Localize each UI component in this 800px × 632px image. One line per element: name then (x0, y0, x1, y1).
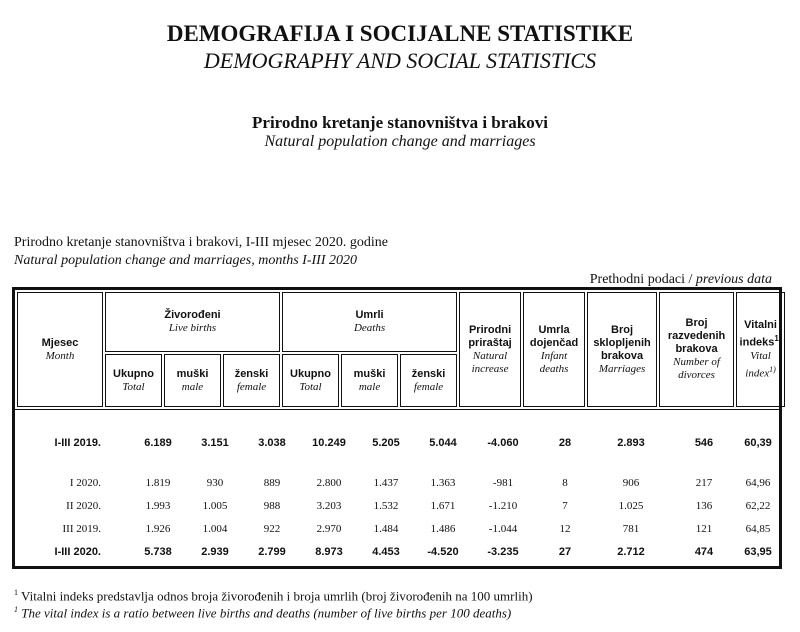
row-label: II 2020. (66, 500, 101, 512)
header-deaths-female: ženski female (400, 354, 457, 407)
table-row (15, 523, 779, 539)
table-cell: 8.973 (315, 546, 343, 558)
table-cell: 1.926 (145, 523, 171, 535)
table-cell: 1.819 (145, 477, 171, 489)
table-note (590, 272, 772, 288)
table-cell: 930 (206, 477, 224, 489)
table-cell: 3.151 (201, 437, 229, 449)
header-births-male: muški male (164, 354, 221, 407)
page-title: DEMOGRAFIJA I SOCIJALNE STATISTIKE (166, 21, 634, 46)
table-caption-en: Natural population change and marriages, months I-III 2020 (14, 253, 357, 268)
table-cell: -4.060 (487, 437, 519, 449)
table-cell: 27 (558, 546, 572, 558)
table-cell: 889 (263, 477, 281, 489)
header-divorces: Broj razvedenih brakova Number of divorces (659, 292, 734, 407)
table-cell: 136 (695, 500, 713, 512)
note-text-en: previous data (695, 272, 772, 287)
table-cell: 64,85 (745, 523, 771, 535)
table-cell: 121 (695, 523, 713, 535)
header-infant-deaths: Umrla dojenčad Infant deaths (523, 292, 585, 407)
table-caption: Prirodno kretanje stanovništva i brakovi, I-III mjesec 2020. godine (14, 235, 389, 250)
section-subtitle: Natural population change and marriages (264, 133, 536, 150)
row-label: I-III 2020. (54, 546, 101, 558)
table-cell: -4.520 (427, 546, 459, 558)
table-cell: 2.893 (617, 437, 645, 449)
table-cell: 906 (622, 477, 640, 489)
table-cell: -1.044 (488, 523, 518, 535)
table-cell: 2.712 (617, 546, 645, 558)
table-row (15, 437, 779, 453)
footnote-en: $^1$ The vital index is a ratio between live births and deaths (number of live births per 100 deaths) (14, 605, 512, 621)
table-cell: 2.970 (316, 523, 342, 535)
table-cell: 1.363 (430, 477, 456, 489)
table-cell: 10.249 (312, 437, 346, 449)
note-separator: / (685, 272, 696, 287)
table-cell: 62,22 (745, 500, 771, 512)
page-subtitle: DEMOGRAPHY AND SOCIAL STATISTICS (203, 48, 597, 73)
table-row (15, 500, 779, 516)
table-cell: 2.939 (201, 546, 229, 558)
table-cell: 6.189 (144, 437, 172, 449)
footnote: $^1$ Vitalni indeks predstavlja odnos broja živorođenih i broja umrlih (broj živorođenih na 100 umrlih) (14, 588, 533, 604)
table-cell: 1.993 (145, 500, 171, 512)
table-cell: 546 (694, 437, 714, 449)
table-cell: 5.044 (429, 437, 457, 449)
table-cell: 5.738 (144, 546, 172, 558)
table-cell: 217 (695, 477, 713, 489)
header-deaths: Umrli Deaths (282, 292, 457, 352)
table-header (15, 290, 787, 409)
data-table (12, 287, 782, 569)
table-cell: 1.025 (618, 500, 644, 512)
row-label: I 2020. (69, 477, 101, 489)
table-cell: -1.210 (488, 500, 518, 512)
table-cell: 2.800 (316, 477, 342, 489)
header-marriages: Broj sklopljenih brakova Marriages (587, 292, 657, 407)
table-cell: 781 (622, 523, 640, 535)
table-cell: 12 (559, 523, 571, 535)
header-births-female: ženski female (223, 354, 280, 407)
header-vital-index: Vitalni indeks$^{1)}$ Vital index$^{1)}$ (736, 292, 785, 407)
table-cell: 4.453 (372, 546, 400, 558)
table-cell: 3.038 (258, 437, 286, 449)
section-title: Prirodno kretanje stanovništva i brakovi (252, 113, 548, 132)
header-deaths-total: Ukupno Total (282, 354, 339, 407)
header-deaths-male: muški male (341, 354, 398, 407)
table-cell: 922 (263, 523, 281, 535)
table-cell: 2.799 (258, 546, 286, 558)
table-cell: 1.005 (202, 500, 228, 512)
header-births-total: Ukupno Total (105, 354, 162, 407)
note-text: Prethodni podaci (589, 272, 686, 287)
row-label: III 2019. (62, 523, 101, 535)
table-cell: 5.205 (372, 437, 400, 449)
row-label: I-III 2019. (54, 437, 101, 449)
table-cell: 1.484 (373, 523, 399, 535)
table-cell: 64,96 (745, 477, 771, 489)
table-cell: 1.671 (430, 500, 456, 512)
table-cell: -981 (492, 477, 514, 489)
table-cell: 1.486 (430, 523, 456, 535)
table-cell: 1.004 (202, 523, 228, 535)
table-cell: 7 (562, 500, 568, 512)
table-cell: 1.532 (373, 500, 399, 512)
table-cell: 988 (263, 500, 281, 512)
table-cell: 474 (694, 546, 714, 558)
table-cell: 28 (558, 437, 572, 449)
header-month: Mjesec Month (17, 292, 103, 407)
table-cell: 1.437 (373, 477, 399, 489)
table-row (15, 546, 779, 562)
table-cell: 60,39 (744, 437, 772, 449)
header-live-births: Živorođeni Live births (105, 292, 280, 352)
table-cell: 63,95 (744, 546, 772, 558)
table-cell: -3.235 (487, 546, 519, 558)
table-row (15, 477, 779, 493)
table-cell: 3.203 (316, 500, 342, 512)
header-natural-increase: Prirodni priraštaj Natural increase (459, 292, 521, 407)
table-cell: 8 (562, 477, 568, 489)
